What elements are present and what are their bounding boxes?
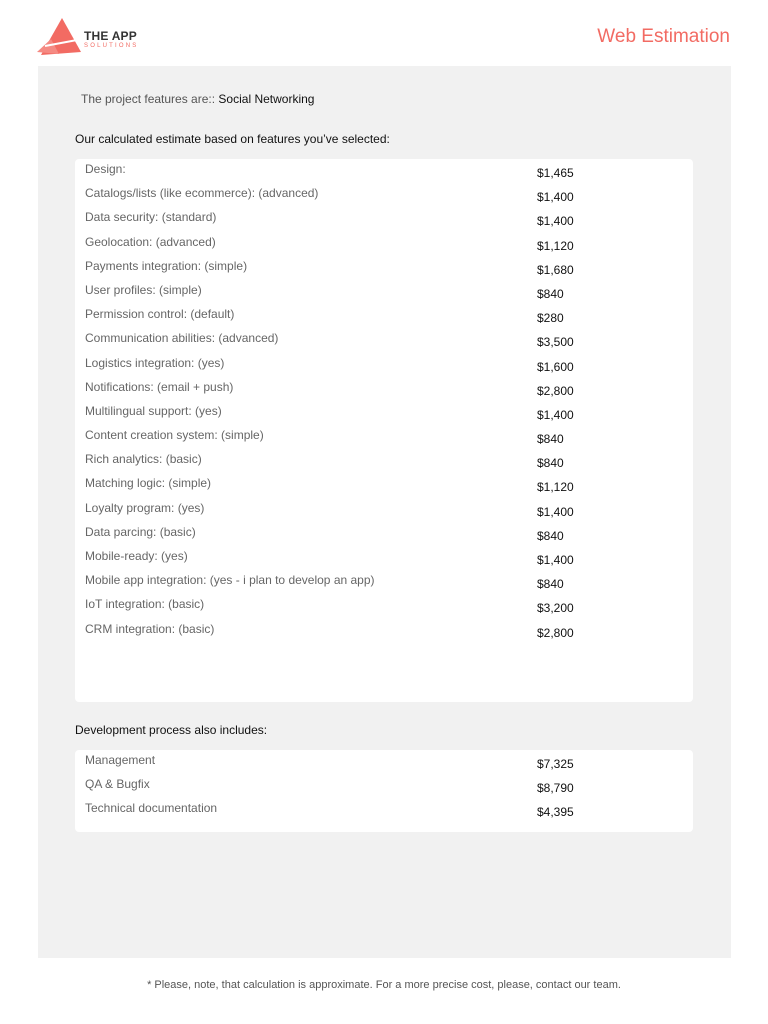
- item-amount: $280: [537, 311, 564, 326]
- item-label: Payments integration: (simple): [85, 258, 248, 273]
- item-amount: $2,800: [537, 625, 574, 640]
- list-item: [75, 183, 693, 207]
- item-label: IoT integration: (basic): [85, 597, 205, 612]
- item-amount: $3,200: [537, 601, 574, 616]
- item-label: Notifications: (email + push): [85, 379, 234, 394]
- item-label: Data parcing: (basic): [85, 524, 196, 539]
- development-title: Development process also includes:: [75, 723, 268, 737]
- item-label: Technical documentation: [85, 801, 218, 816]
- triangle-logo-icon: [37, 18, 81, 56]
- header: [0, 0, 768, 66]
- item-amount: $1,400: [537, 407, 574, 422]
- list-item: [75, 473, 693, 497]
- item-amount: $1,400: [537, 190, 574, 205]
- list-item: [75, 498, 693, 522]
- list-item: [75, 401, 693, 425]
- list-item: [75, 353, 693, 377]
- item-label: User profiles: (simple): [85, 282, 202, 297]
- item-amount: $1,120: [537, 480, 574, 495]
- item-label: Data security: (standard): [85, 210, 217, 225]
- item-amount: $7,325: [537, 757, 574, 771]
- estimate-panel: [38, 66, 731, 958]
- item-label: Loyalty program: (yes): [85, 500, 205, 515]
- logo-subtitle: SOLUTIONS: [84, 43, 139, 49]
- estimate-list: [75, 159, 693, 643]
- item-label: Catalogs/lists (like ecommerce): (advanced): [85, 186, 319, 201]
- item-label: Rich analytics: (basic): [85, 452, 202, 467]
- item-amount: $1,400: [537, 553, 574, 567]
- item-amount: $8,790: [537, 781, 574, 796]
- item-amount: $1,120: [537, 238, 574, 253]
- list-item: [75, 232, 693, 256]
- development-card: [75, 750, 693, 832]
- development-list: [75, 750, 693, 823]
- list-item: [75, 256, 693, 280]
- item-label: Logistics integration: (yes): [85, 355, 225, 370]
- list-item: [75, 280, 693, 304]
- list-item: [75, 750, 693, 774]
- item-label: Mobile app integration: (yes - i plan to develop an app): [85, 573, 375, 588]
- item-label: Permission control: (default): [85, 307, 235, 322]
- list-item: [75, 594, 693, 618]
- item-label: Management: [85, 753, 156, 767]
- list-item: [75, 328, 693, 352]
- item-amount: $840: [537, 456, 564, 471]
- list-item: [75, 449, 693, 473]
- features-value: Social Networking: [218, 92, 315, 106]
- logo-title: THE APP: [84, 29, 137, 43]
- item-label: Content creation system: (simple): [85, 428, 264, 443]
- item-label: Matching logic: (simple): [85, 476, 212, 491]
- item-amount: $1,600: [537, 359, 574, 374]
- item-amount: $3,500: [537, 335, 574, 350]
- item-amount: $1,400: [537, 214, 574, 229]
- item-amount: $840: [537, 528, 564, 543]
- list-item: [75, 570, 693, 594]
- item-amount: $1,465: [537, 166, 574, 180]
- list-item: [75, 774, 693, 798]
- list-item: [75, 798, 693, 822]
- item-amount: $1,680: [537, 262, 574, 277]
- item-label: Geolocation: (advanced): [85, 234, 216, 249]
- list-item: [75, 522, 693, 546]
- item-amount: $4,395: [537, 805, 574, 820]
- estimate-title: Our calculated estimate based on features you’ve selected:: [75, 132, 390, 146]
- item-amount: $840: [537, 577, 564, 592]
- list-item: [75, 425, 693, 449]
- item-label: Communication abilities: (advanced): [85, 331, 279, 346]
- page-title: Web Estimation: [597, 26, 730, 47]
- item-amount: $1,400: [537, 504, 574, 519]
- features-label: The project features are::: [81, 92, 216, 106]
- list-item: [75, 159, 693, 183]
- item-label: QA & Bugfix: [85, 777, 150, 792]
- item-label: CRM integration: (basic): [85, 621, 215, 636]
- item-label: Design:: [85, 162, 126, 176]
- project-features: [81, 92, 314, 106]
- item-label: Mobile-ready: (yes): [85, 549, 188, 563]
- list-item: [75, 207, 693, 231]
- item-amount: $840: [537, 432, 564, 447]
- logo[interactable]: [37, 18, 147, 56]
- item-amount: $840: [537, 286, 564, 301]
- footnote: * Please, note, that calculation is approximate. For a more precise cost, please, contact our team.: [147, 979, 621, 991]
- list-item: [75, 546, 693, 570]
- list-item: [75, 304, 693, 328]
- item-label: Multilingual support: (yes): [85, 403, 222, 418]
- list-item: [75, 377, 693, 401]
- estimate-card: [75, 159, 693, 702]
- item-amount: $2,800: [537, 383, 574, 398]
- list-item: [75, 619, 693, 643]
